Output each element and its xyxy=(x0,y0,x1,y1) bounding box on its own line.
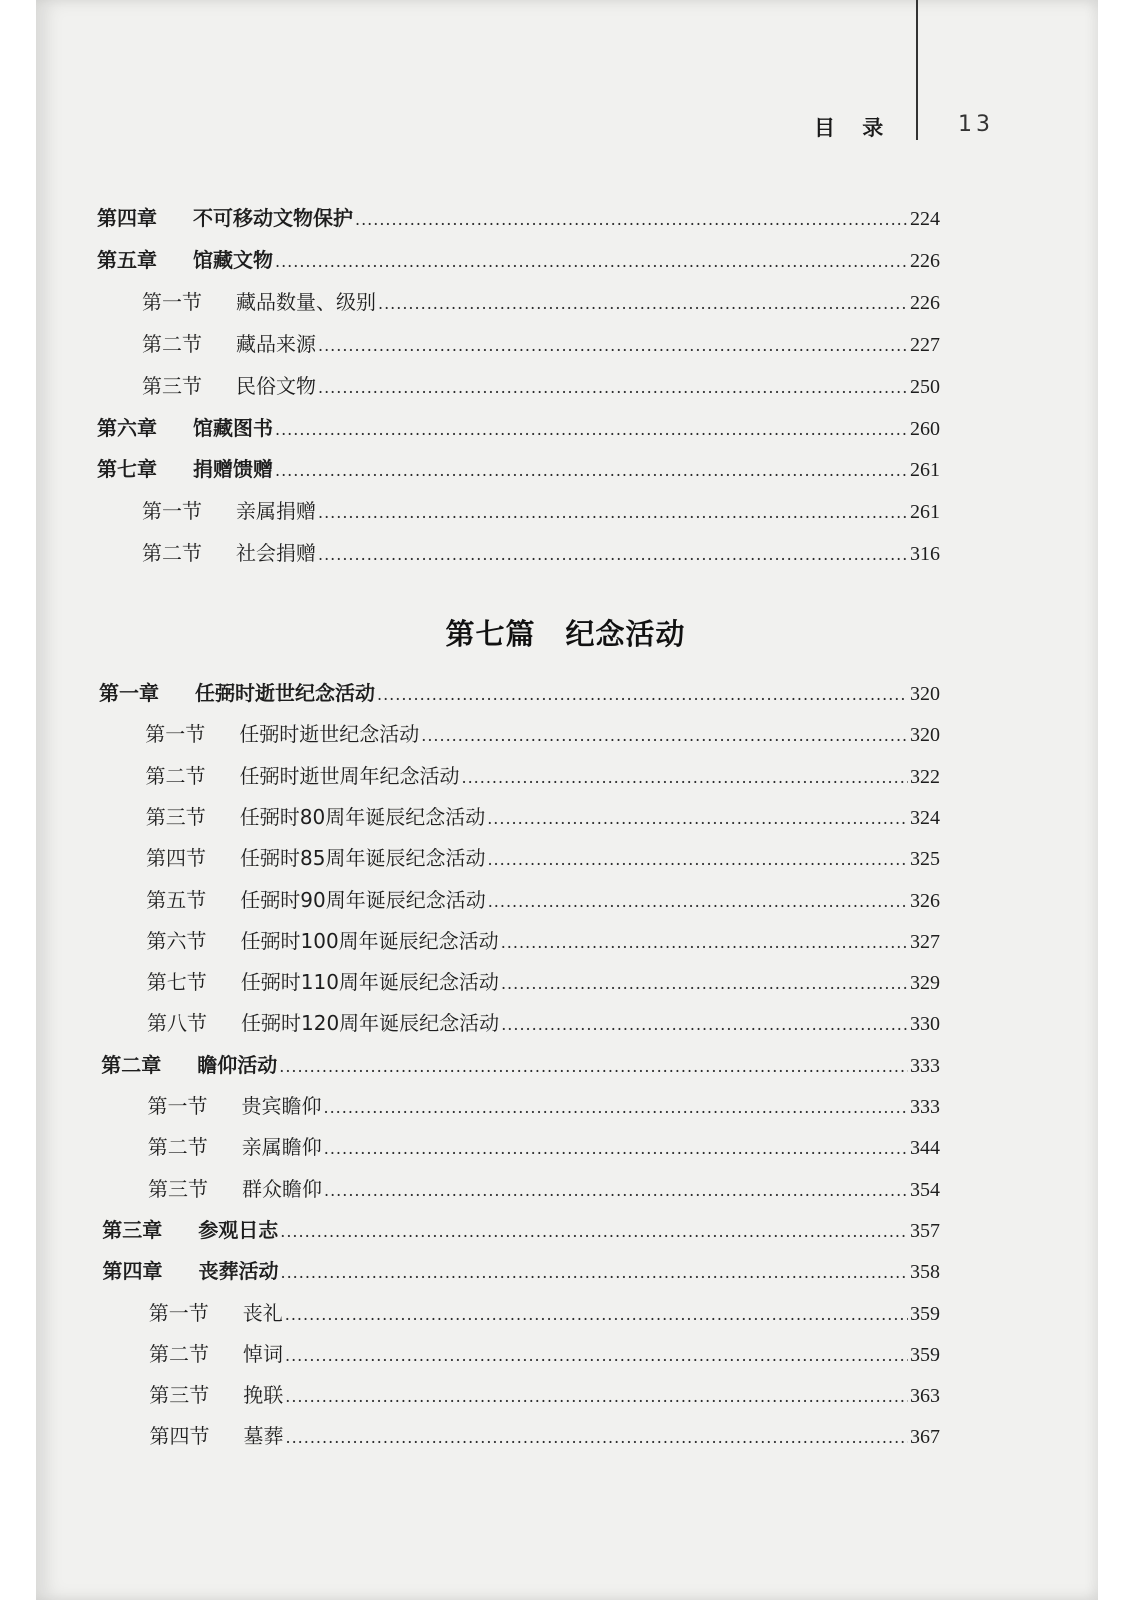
dot-leader xyxy=(324,1139,908,1158)
toc-entry-page: 333 xyxy=(910,1054,940,1077)
toc-section-row xyxy=(142,286,940,315)
toc-entry-number: 第二节 xyxy=(147,1135,208,1160)
toc-entry-label xyxy=(97,244,275,273)
toc-section-row xyxy=(147,966,940,995)
toc-entry-page: 320 xyxy=(910,683,940,705)
toc-entry-label xyxy=(147,925,501,954)
toc-entry-label xyxy=(102,1214,280,1243)
dot-leader xyxy=(355,210,908,229)
toc-entry-number: 第一节 xyxy=(142,289,202,314)
toc-entry-page: 261 xyxy=(910,501,940,524)
toc-chapter-row xyxy=(102,1214,940,1243)
toc-entry-page: 330 xyxy=(910,1013,940,1036)
toc-entry-number: 第一节 xyxy=(147,1094,208,1118)
toc-entry-label xyxy=(148,1090,324,1119)
toc-entry-number: 第三节 xyxy=(149,1383,210,1408)
dot-leader xyxy=(487,809,908,828)
toc-chapter-row xyxy=(97,412,940,441)
toc-entry-label xyxy=(146,760,462,789)
dot-leader xyxy=(275,420,908,439)
toc-section-row xyxy=(147,925,941,954)
toc-entry-page: 324 xyxy=(910,806,940,829)
toc-entry-title: 丧葬活动 xyxy=(198,1259,279,1284)
toc-entry-page: 250 xyxy=(910,375,940,398)
toc-entry-page: 327 xyxy=(910,930,940,953)
toc-chapter-row xyxy=(97,244,940,273)
toc-entry-number: 第二节 xyxy=(149,1341,209,1366)
toc-entry-number: 第一节 xyxy=(142,499,202,524)
toc-entry-number: 第四章 xyxy=(97,206,157,230)
dot-leader xyxy=(324,1181,908,1200)
toc-entry-label xyxy=(147,1007,501,1036)
header-divider xyxy=(916,0,918,140)
toc-entry-label xyxy=(149,1297,285,1326)
toc-entry-title: 亲属瞻仰 xyxy=(241,1135,322,1160)
toc-entry-number: 第八节 xyxy=(147,1011,207,1036)
toc-section-row xyxy=(147,1007,940,1036)
dot-leader xyxy=(275,461,908,480)
dot-leader xyxy=(318,336,908,355)
toc-entry-page: 260 xyxy=(910,417,940,440)
toc-entry-label xyxy=(146,884,487,913)
toc-entry-page: 322 xyxy=(910,765,940,788)
toc-entry-title: 任弼时85周年诞辰纪念活动 xyxy=(240,846,486,871)
toc-entry-page: 359 xyxy=(910,1343,940,1366)
toc-entry-title: 任弼时120周年诞辰纪念活动 xyxy=(241,1011,500,1036)
toc-entry-title: 捐赠馈赠 xyxy=(193,457,273,482)
toc-entry-number: 第三章 xyxy=(102,1217,163,1242)
toc-entry-page: 359 xyxy=(910,1302,940,1325)
toc-entry-number: 第六章 xyxy=(97,415,157,440)
toc-entry-page: 226 xyxy=(910,249,940,272)
toc-entry-page: 320 xyxy=(910,724,940,747)
dot-leader xyxy=(318,545,908,564)
toc-entry-title: 亲属捐赠 xyxy=(236,499,316,524)
toc-entry-label xyxy=(146,842,487,871)
dot-leader xyxy=(421,726,908,745)
toc-entry-page: 325 xyxy=(910,848,940,871)
dot-leader xyxy=(487,850,908,869)
toc-entry-title: 参观日志 xyxy=(198,1217,279,1242)
toc-chapter-row xyxy=(103,1255,941,1284)
toc-entry-label xyxy=(146,801,487,830)
toc-entry-number: 第四节 xyxy=(149,1424,210,1449)
toc-section-row xyxy=(142,328,940,357)
toc-section-row xyxy=(146,884,940,913)
toc-entry-page: 367 xyxy=(910,1426,940,1449)
dot-leader xyxy=(377,685,908,704)
toc-entry-title: 挽联 xyxy=(243,1383,284,1408)
dot-leader xyxy=(281,1263,909,1282)
toc-entry-number: 第四章 xyxy=(102,1259,163,1284)
toc-entry-label xyxy=(97,202,355,231)
toc-chapter-row xyxy=(97,202,940,231)
toc-entry-page: 354 xyxy=(910,1178,940,1201)
dot-leader xyxy=(501,933,908,952)
toc-entry-label xyxy=(142,370,318,399)
toc-entry-number: 第五节 xyxy=(146,887,207,912)
toc-entry-title: 民俗文物 xyxy=(236,373,316,398)
toc-entry-label xyxy=(97,412,275,441)
toc-section-row xyxy=(148,1173,940,1202)
toc-entry-title: 墓葬 xyxy=(243,1424,284,1449)
toc-entry-number: 第三节 xyxy=(148,1176,208,1201)
toc-entry-title: 藏品来源 xyxy=(236,331,316,356)
toc-entry-title: 任弼时逝世纪念活动 xyxy=(195,681,375,705)
toc-entry-number: 第二节 xyxy=(142,541,202,566)
toc-entry-page: 358 xyxy=(910,1261,940,1284)
toc-section-row xyxy=(149,1379,940,1408)
toc-entry-label xyxy=(99,677,377,706)
toc-entry-number: 第七节 xyxy=(146,970,207,995)
toc-entry-page: 357 xyxy=(910,1219,940,1242)
toc-entry-number: 第五章 xyxy=(97,247,157,272)
toc-entry-number: 第二节 xyxy=(142,331,202,356)
toc-entry-page: 261 xyxy=(910,459,940,482)
toc-entry-page: 344 xyxy=(910,1137,940,1160)
toc-entry-page: 227 xyxy=(910,333,940,356)
dot-leader xyxy=(279,1057,908,1076)
toc-entry-label xyxy=(150,1420,286,1449)
toc-section-row xyxy=(146,760,941,789)
toc-entry-title: 任弼时80周年诞辰纪念活动 xyxy=(239,804,486,829)
toc-entry-title: 不可移动文物保护 xyxy=(193,206,353,230)
toc-chapter-row xyxy=(101,1049,940,1078)
toc-entry-number: 第二节 xyxy=(145,763,206,788)
toc-section-row xyxy=(146,801,940,830)
toc-section-row xyxy=(149,1338,940,1367)
page-number: 13 xyxy=(958,112,994,137)
toc-entry-label xyxy=(97,453,275,482)
part-number: 第七篇 xyxy=(445,617,536,651)
part-name: 纪念活动 xyxy=(565,617,686,651)
toc-entry-title: 悼词 xyxy=(243,1341,283,1366)
toc-entry-title: 任弼时逝世周年纪念活动 xyxy=(239,763,460,788)
toc-entry-page: 329 xyxy=(910,972,940,995)
toc-entry-page: 326 xyxy=(910,889,940,912)
dot-leader xyxy=(285,1346,908,1365)
toc-entry-label xyxy=(149,1379,285,1408)
toc-section-row xyxy=(148,1131,940,1160)
dot-leader xyxy=(378,294,908,313)
toc-entry-number: 第七章 xyxy=(97,457,157,482)
toc-entry-title: 瞻仰活动 xyxy=(197,1052,278,1077)
toc-entry-title: 贵宾瞻仰 xyxy=(241,1094,322,1118)
toc-entry-number: 第三节 xyxy=(145,804,206,829)
dot-leader xyxy=(318,503,908,522)
toc-entry-label xyxy=(142,495,318,524)
toc-section-row xyxy=(142,495,940,524)
toc-entry-label xyxy=(148,1173,324,1202)
toc-entry-title: 任弼时110周年诞辰纪念活动 xyxy=(240,970,499,995)
toc-entry-label xyxy=(147,966,501,995)
toc-entry-label xyxy=(142,286,378,315)
toc-entry-page: 224 xyxy=(910,208,940,230)
toc-entry-title: 馆藏文物 xyxy=(193,247,273,272)
toc-entry-label xyxy=(145,718,421,747)
toc-chapter-row xyxy=(99,677,940,706)
toc-entry-title: 任弼时100周年诞辰纪念活动 xyxy=(240,928,499,953)
toc-entry-number: 第六节 xyxy=(146,928,207,953)
dot-leader xyxy=(286,1428,909,1447)
dot-leader xyxy=(488,892,908,911)
toc-section-row xyxy=(145,718,940,747)
toc-entry-number: 第二章 xyxy=(101,1052,162,1077)
dot-leader xyxy=(275,252,908,271)
part-title xyxy=(0,612,1131,653)
toc-entry-title: 馆藏图书 xyxy=(193,415,273,440)
toc-entry-number: 第四节 xyxy=(146,846,206,871)
toc-section-row xyxy=(142,537,940,566)
dot-leader xyxy=(501,1015,908,1034)
dot-leader xyxy=(318,378,908,397)
toc-entry-label xyxy=(148,1131,324,1160)
dot-leader xyxy=(285,1387,908,1406)
toc-entry-page: 226 xyxy=(910,291,940,314)
dot-leader xyxy=(285,1305,908,1324)
toc-entry-label xyxy=(149,1338,285,1367)
toc-entry-page: 363 xyxy=(910,1385,940,1408)
toc-entry-title: 社会捐赠 xyxy=(236,541,316,566)
toc-section-row xyxy=(142,370,940,399)
toc-entry-number: 第一节 xyxy=(148,1300,209,1325)
toc-entry-label xyxy=(142,328,318,357)
toc-entry-title: 藏品数量、级别 xyxy=(236,289,376,314)
toc-entry-title: 任弼时90周年诞辰纪念活动 xyxy=(240,887,486,912)
toc-entry-label xyxy=(101,1049,279,1078)
toc-section-row xyxy=(149,1297,940,1326)
toc-section-row xyxy=(148,1090,941,1119)
dot-leader xyxy=(324,1098,909,1117)
toc-entry-number: 第一节 xyxy=(145,722,206,747)
dot-leader xyxy=(280,1222,908,1241)
toc-entry-number: 第一章 xyxy=(99,681,159,705)
toc-entry-number: 第三节 xyxy=(142,373,202,398)
toc-entry-title: 任弼时逝世纪念活动 xyxy=(239,722,420,747)
dot-leader xyxy=(462,768,909,787)
toc-entry-title: 群众瞻仰 xyxy=(242,1176,322,1201)
toc-entry-title: 丧礼 xyxy=(242,1300,283,1325)
toc-section-row xyxy=(146,842,940,871)
toc-chapter-row xyxy=(97,453,940,482)
toc-entry-page: 316 xyxy=(910,543,940,566)
page-header-title: 目 录 xyxy=(814,116,894,140)
dot-leader xyxy=(501,974,908,993)
toc-entry-label xyxy=(142,537,318,566)
toc-section-row xyxy=(150,1420,941,1449)
toc-entry-label xyxy=(103,1255,281,1284)
toc-entry-page: 333 xyxy=(910,1096,940,1118)
